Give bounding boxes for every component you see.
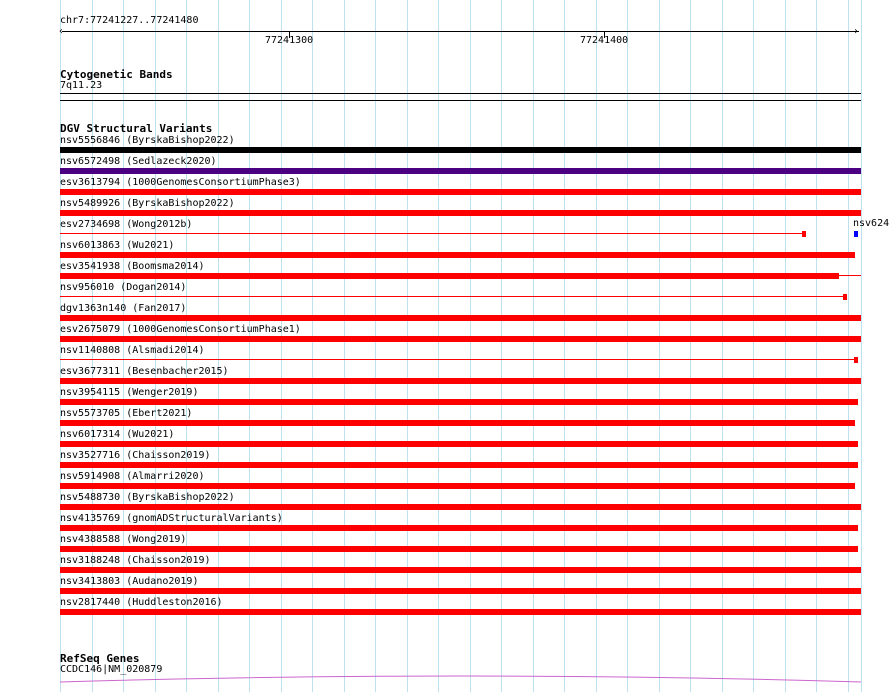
cytoband-top-line: [60, 93, 861, 94]
variant-label[interactable]: nsv956010 (Dogan2014): [60, 282, 187, 293]
variant-label[interactable]: nsv5573705 (Ebert2021): [60, 408, 193, 419]
variant-label[interactable]: nsv5488730 (ByrskaBishop2022): [60, 492, 235, 503]
variant-bar[interactable]: [60, 189, 861, 195]
variant-label[interactable]: esv2734698 (Wong2012b): [60, 219, 193, 230]
variant-bar[interactable]: [60, 525, 858, 531]
scroll-left-arrow-icon[interactable]: ‹: [58, 26, 65, 37]
variant-bar[interactable]: [60, 168, 861, 174]
variant-bar[interactable]: [60, 420, 855, 426]
variant-label[interactable]: nsv4135769 (gnomADStructuralVariants): [60, 513, 283, 524]
variant-bar[interactable]: [60, 315, 861, 321]
dgv-track-title[interactable]: DGV Structural Variants: [60, 122, 213, 135]
variant-bar[interactable]: [60, 147, 861, 153]
variant-label[interactable]: dgv1363n140 (Fan2017): [60, 303, 187, 314]
variant-bar[interactable]: [60, 441, 858, 447]
variant-label[interactable]: nsv3188248 (Chaisson2019): [60, 555, 211, 566]
cytoband-label: 7q11.23: [60, 80, 103, 91]
variant-label[interactable]: nsv6572498 (Sedlazeck2020): [60, 156, 217, 167]
variant-bar-tail[interactable]: [839, 275, 861, 276]
variant-label[interactable]: nsv1140808 (Alsmadi2014): [60, 345, 205, 356]
variant-bar[interactable]: [60, 336, 861, 342]
variant-label[interactable]: nsv4388588 (Wong2019): [60, 534, 187, 545]
variant-bar[interactable]: [60, 588, 861, 594]
variant-bar-end[interactable]: [802, 231, 806, 237]
variant-bar[interactable]: [60, 546, 858, 552]
variant-label[interactable]: esv3541938 (Boomsma2014): [60, 261, 205, 272]
variant-label[interactable]: nsv5556846 (ByrskaBishop2022): [60, 135, 235, 146]
variant-bar[interactable]: [60, 609, 861, 615]
variant-bar[interactable]: [60, 462, 858, 468]
refseq-gene-label[interactable]: CCDC146|NM_020879: [60, 664, 163, 675]
refseq-track-title[interactable]: RefSeq Genes: [60, 652, 140, 665]
ruler-line: [62, 31, 859, 32]
position-label: chr7:77241227..77241480: [60, 15, 199, 26]
variant-bar[interactable]: [60, 483, 855, 489]
variant-bar[interactable]: [60, 359, 858, 360]
variant-label[interactable]: esv3613794 (1000GenomesConsortiumPhase3): [60, 177, 301, 188]
variant-bar[interactable]: [60, 273, 839, 279]
variant-label[interactable]: nsv5489926 (ByrskaBishop2022): [60, 198, 235, 209]
variant-bar[interactable]: [60, 296, 847, 297]
variant-bar[interactable]: [60, 233, 806, 234]
cytoband-track-title[interactable]: Cytogenetic Bands: [60, 68, 173, 81]
cytoband-bottom-line: [60, 100, 861, 101]
variant-bar[interactable]: [60, 399, 858, 405]
variant-bar-end[interactable]: [843, 294, 847, 300]
scroll-right-arrow-icon[interactable]: ›: [853, 26, 860, 37]
variant-label[interactable]: nsv3413803 (Audano2019): [60, 576, 199, 587]
variant-bar[interactable]: [60, 252, 855, 258]
variant-label[interactable]: nsv3954115 (Wenger2019): [60, 387, 199, 398]
variant-bar[interactable]: [60, 210, 861, 216]
variant-label[interactable]: nsv5914908 (Almarri2020): [60, 471, 205, 482]
variant-bar[interactable]: [60, 504, 861, 510]
ruler-tick-label: 77241300: [265, 35, 314, 46]
variant-label[interactable]: nsv2817440 (Huddleston2016): [60, 597, 223, 608]
variant-label[interactable]: nsv3527716 (Chaisson2019): [60, 450, 211, 461]
refseq-gene-line[interactable]: [60, 674, 861, 686]
variant-bar[interactable]: [60, 378, 861, 384]
variant-label[interactable]: esv3677311 (Besenbacher2015): [60, 366, 229, 377]
variant-label[interactable]: esv2675079 (1000GenomesConsortiumPhase1): [60, 324, 301, 335]
clipped-variant-label[interactable]: nsv624: [853, 218, 890, 229]
grid-line: [861, 0, 862, 692]
variant-bar[interactable]: [60, 567, 861, 573]
variant-bar-end[interactable]: [854, 357, 858, 363]
variant-label[interactable]: nsv6013863 (Wu2021): [60, 240, 175, 251]
ruler-tick-label: 77241400: [580, 35, 629, 46]
variant-label[interactable]: nsv6017314 (Wu2021): [60, 429, 175, 440]
clipped-variant-bar[interactable]: [854, 231, 858, 237]
